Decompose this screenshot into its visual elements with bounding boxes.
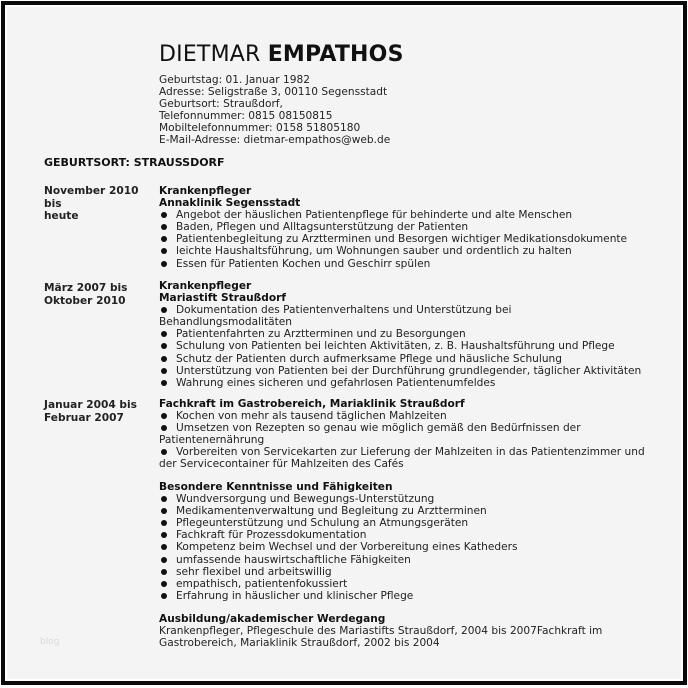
list-item: Umsetzen von Rezepten so genau wie möglich gemäß den Bedürfnissen der Patientenernährung — [159, 422, 589, 446]
list-item: Wahrung eines sicheren und gefahrlosen Patientenumfeldes — [159, 377, 649, 389]
date-end: Oktober 2010 — [44, 294, 126, 307]
list-item: Patientenfahrten zu Arztterminen und zu Besorgungen — [159, 328, 649, 340]
job-bullets — [159, 410, 649, 470]
last-name: EMPATHOS — [267, 42, 404, 67]
list-item: umfassende hauswirtschaftliche Fähigkeiten — [159, 554, 649, 566]
education-section — [159, 613, 629, 649]
list-item: Essen für Patienten Kochen und Geschirr spülen — [159, 258, 649, 270]
job-employer: Annaklinik Segensstadt — [159, 197, 301, 210]
skills-heading: Besondere Kenntnisse und Fähigkeiten — [159, 481, 393, 493]
date-start: November 2010 bis — [44, 185, 139, 210]
list-item: leichte Haushaltsführung, um Wohnungen sauber und ordentlich zu halten — [159, 245, 649, 257]
job-title: Fachkraft im Gastrobereich, Mariaklinik Straußdorf — [159, 398, 465, 410]
email-line: E-Mail-Adresse: dietmar-empathos@web.de — [159, 134, 391, 147]
first-name: DIETMAR — [159, 42, 261, 67]
job-employer: Mariastift Straußdorf — [159, 292, 286, 305]
contact-details — [159, 74, 390, 147]
job-title: Krankenpfleger — [159, 280, 252, 292]
job-bullets — [159, 209, 649, 269]
list-item: Dokumentation des Patientenverhaltens und Unterstützung bei Behandlungsmodalitäten — [159, 304, 539, 328]
job-title: Krankenpfleger — [159, 185, 252, 197]
list-item: Erfahrung in häuslicher und klinischer Pflege — [159, 590, 649, 602]
list-item: Unterstützung von Patienten bei der Durchführung grundlegender, täglicher Aktivitäten — [159, 365, 649, 377]
list-item: Kochen von mehr als tausend täglichen Mahlzeiten — [159, 410, 649, 422]
job-2-date — [44, 282, 154, 307]
list-item: Wundversorgung und Bewegungs-Unterstützung — [159, 493, 649, 505]
job-1 — [159, 185, 649, 270]
list-item: Fachkraft für Prozessdokumentation — [159, 529, 649, 541]
list-item: sehr flexibel und arbeitswillig — [159, 566, 649, 578]
job-2 — [159, 280, 649, 389]
date-end: heute — [44, 210, 79, 222]
list-item: Vorbereiten von Servicekarten zur Lieferung der Mahlzeiten in das Patientenzimmer und der Servicecontainer für Mahlzeiten des Cafés — [159, 446, 654, 470]
education-text: Krankenpfleger, Pflegeschule des Mariastifts Straußdorf, 2004 bis 2007Fachkraft im Gastrobereich, Mariaklinik Straußdorf, 2002 bis 2004 — [159, 625, 603, 650]
list-item: Angebot der häuslichen Patientenpflege für behinderte und alte Menschen — [159, 209, 649, 221]
list-item: empathisch, patientenfokussiert — [159, 578, 649, 590]
job-3 — [159, 398, 649, 471]
birthplace-line: Geburtsort: Straußdorf, — [159, 98, 283, 111]
list-item: Kompetenz beim Wechsel und der Vorbereitung eines Katheders — [159, 541, 649, 553]
date-end: Februar 2007 — [44, 411, 124, 424]
skills-section — [159, 481, 649, 602]
job-1-date — [44, 185, 154, 223]
list-item: Medikamentenverwaltung und Begleitung zu Arztterminen — [159, 505, 649, 517]
section-heading: GEBURTSORT: STRAUSSDORF — [44, 156, 225, 169]
education-heading: Ausbildung/akademischer Werdegang — [159, 613, 386, 625]
mobile-line: Mobiltelefonnummer: 0158 51805180 — [159, 122, 361, 135]
list-item: Schutz der Patienten durch aufmerksame Pflege und häusliche Schulung — [159, 353, 649, 365]
phone-line: Telefonnummer: 0815 08150815 — [159, 110, 333, 123]
address-line: Adresse: Seligstraße 3, 00110 Segensstadt — [159, 86, 388, 99]
job-bullets — [159, 304, 649, 389]
list-item: Schulung von Patienten bei leichten Aktivitäten, z. B. Haushaltsführung und Pflege — [159, 340, 649, 352]
date-start: März 2007 bis — [44, 282, 128, 294]
birthday-line: Geburtstag: 01. Januar 1982 — [159, 74, 310, 86]
list-item: Baden, Pflegen und Alltagsunterstützung der Patienten — [159, 221, 649, 233]
list-item: Patientenbegleitung zu Arztterminen und Besorgen wichtiger Medikationsdokumente — [159, 233, 649, 245]
resume-name — [159, 42, 404, 68]
list-item: Pflegeunterstützung und Schulung an Atmungsgeräten — [159, 517, 649, 529]
job-3-date — [44, 399, 154, 424]
watermark: blog — [40, 637, 60, 647]
date-start: Januar 2004 bis — [44, 399, 137, 411]
skills-list — [159, 493, 649, 602]
